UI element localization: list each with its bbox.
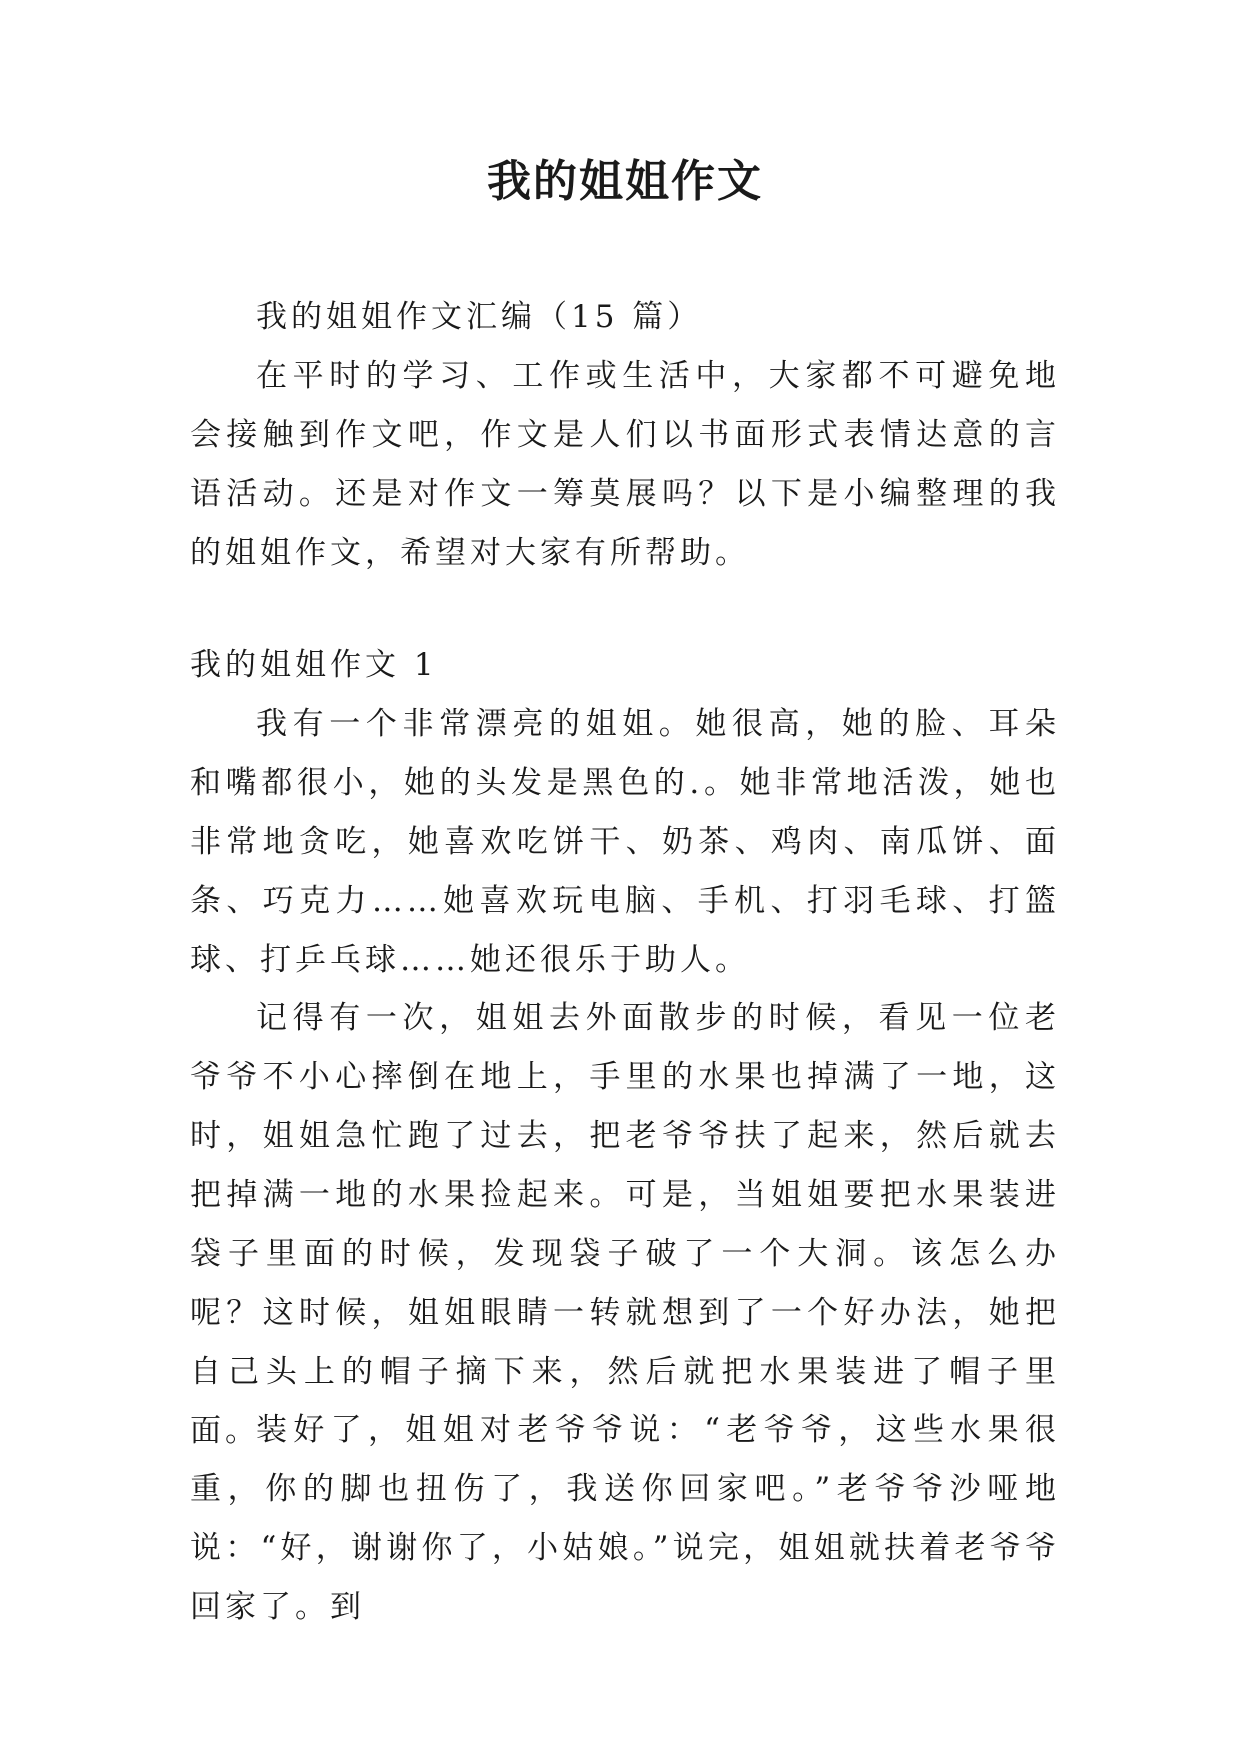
body-paragraph: 装好了，姐姐对老爷爷说：“老爷爷，这些水果很重，你的脚也扭伤了，我送你回家吧。”老爷爷沙哑地说：“好，谢谢你了，小姑娘。”说完，姐姐就扶着老爷爷回家了。到 [190, 1412, 1060, 1625]
document-page [190, 0, 1060, 1754]
body-paragraph: 我有一个非常漂亮的姐姐。她很高，她的脸、耳朵和嘴都很小，她的头发是黑色的.。她非常地活泼，她也非常地贪吃，她喜欢吃饼干、奶茶、鸡肉、南瓜饼、面条、巧克力……她喜欢玩电脑、手机、打羽毛球、打篮球、打乒乓球……她还很乐于助人。 [190, 706, 1060, 978]
document-title: 我的姐姐作文 [487, 156, 763, 207]
document-subtitle: 我的姐姐作文汇编（15 篇） [256, 299, 703, 335]
section-heading: 我的姐姐作文 1 [190, 647, 438, 683]
body-paragraph: 记得有一次，姐姐去外面散步的时候，看见一位老爷爷不小心摔倒在地上，手里的水果也掉满了一地，这时，姐姐急忙跑了过去，把老爷爷扶了起来，然后就去把掉满一地的水果捡起来。可是，当姐姐要把水果装进袋子里面的时候，发现袋子破了一个大洞。该怎么办呢？这时候，姐姐眼睛一转就想到了一个好办法，她把自己头上的帽子摘下来，然后就把水果装进了帽子里面。 [190, 1000, 1060, 1449]
intro-paragraph: 在平时的学习、工作或生活中，大家都不可避免地会接触到作文吧，作文是人们以书面形式表情达意的言语活动。还是对作文一筹莫展吗？以下是小编整理的我的姐姐作文，希望对大家有所帮助。 [190, 358, 1060, 571]
